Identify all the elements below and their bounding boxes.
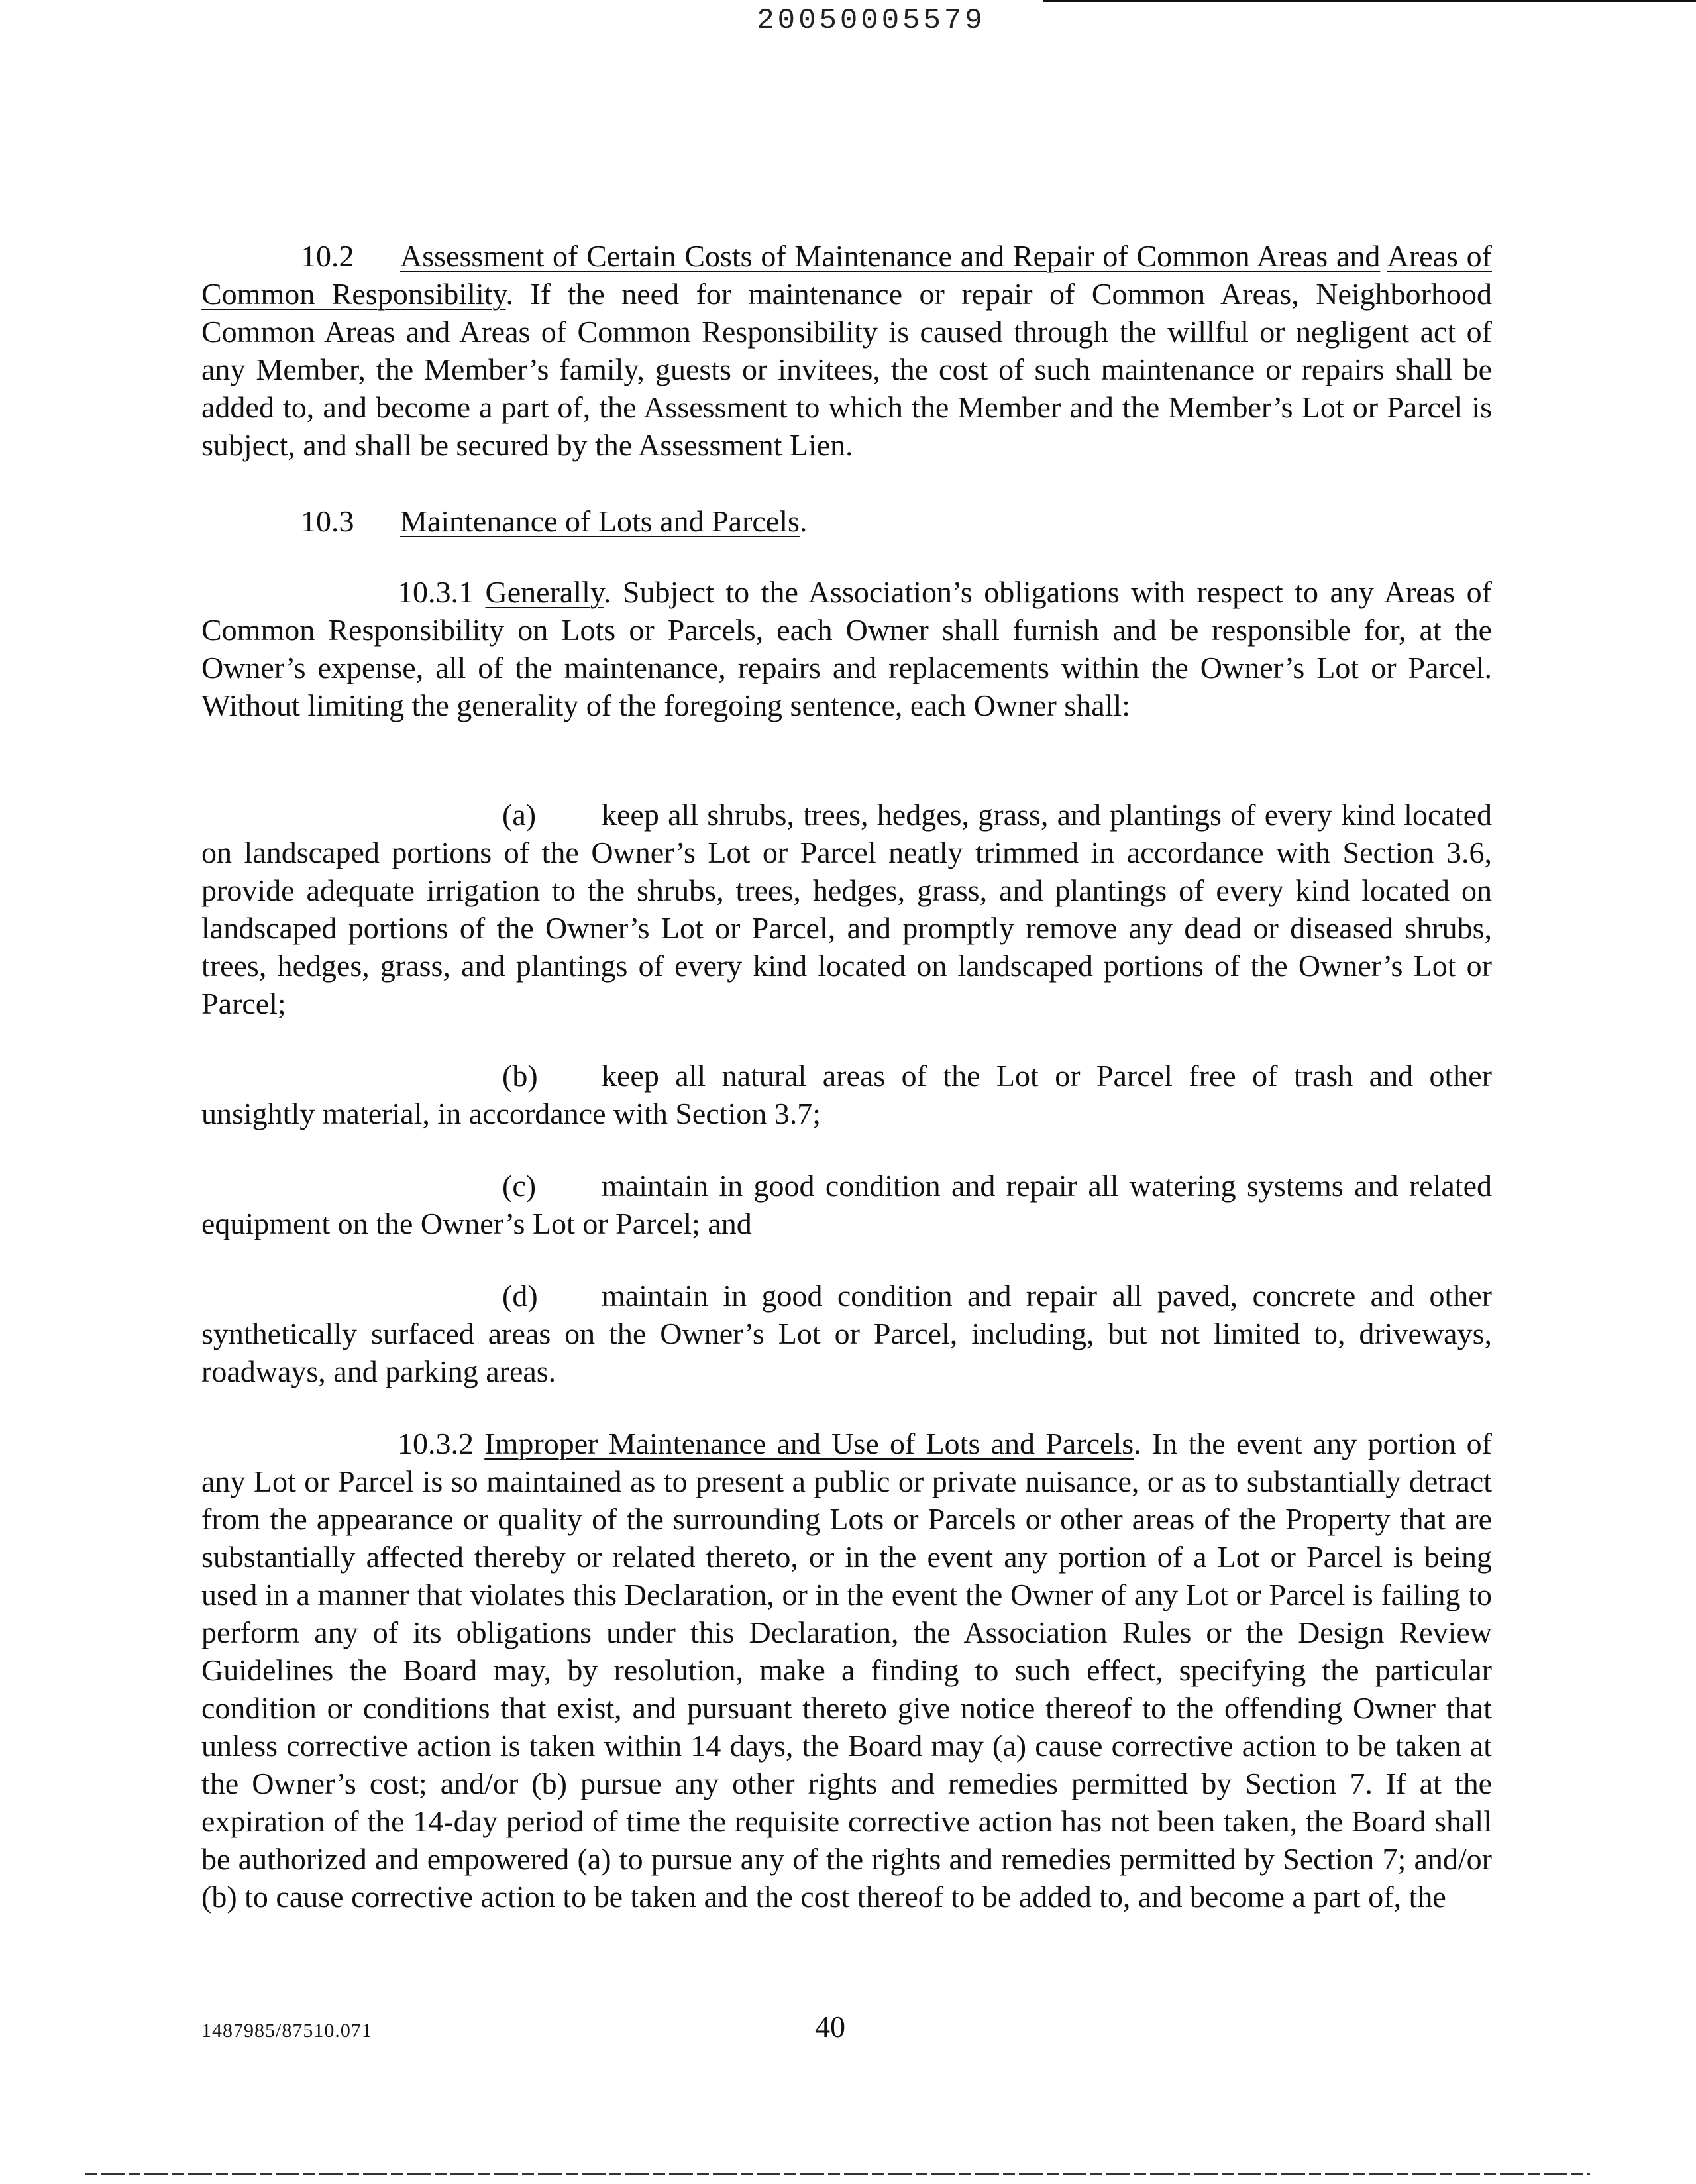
section-number: 10.3 xyxy=(301,504,354,538)
section-heading-cont: Areas of Common Responsibility xyxy=(201,239,1492,311)
section-10-3-2 xyxy=(201,1425,1492,1916)
document-number: 20050005579 xyxy=(757,4,986,37)
bottom-rule xyxy=(85,2173,1590,2175)
section-10-3-1 xyxy=(201,573,1492,724)
item-d xyxy=(201,1277,1492,1390)
item-label: (a) xyxy=(502,798,537,832)
item-text: maintain in good condition and repair all watering systems and related equipment on the Owner’s Lot or Parcel; and xyxy=(201,1169,1492,1240)
item-a xyxy=(201,796,1492,1022)
item-text: maintain in good condition and repair all paved, concrete and other synthetically surfaced areas on the Owner’s Lot or Parcel, including, but not limited to, driveways, roadways, and parking areas. xyxy=(201,1279,1492,1388)
section-body: . Subject to the Association’s obligations with respect to any Areas of Common Responsibility on Lots or Parcels, each Owner shall furnish and be responsible for, at the Owner’s expense, all of the maintenance, repairs and replacements within the Owner’s Lot or Parcel. Without limiting the generality of the foregoing sentence, each Owner shall: xyxy=(201,575,1492,722)
section-heading: Maintenance of Lots and Parcels xyxy=(400,504,800,538)
section-10-2-paragraph xyxy=(201,237,1492,464)
section-heading: Generally xyxy=(485,575,604,609)
footer-doc-ref: 1487985/87510.071 xyxy=(201,2020,372,2042)
section-body: . If the need for maintenance or repair of Common Areas, Neighborhood Common Areas and Areas of Common Responsibility is caused through the willful or negligent act of any Member, the Member’s family, guests or invitees, the cost of such maintenance or repairs shall be added to, and become a part of, the Assessment to which the Member and the Member’s Lot or Parcel is subject, and shall be secured by the Assessment Lien. xyxy=(201,277,1492,462)
item-c xyxy=(201,1167,1492,1242)
section-heading: Improper Maintenance and Use of Lots and Parcels xyxy=(484,1427,1134,1460)
item-text: keep all natural areas of the Lot or Parcel free of trash and other unsightly material, in accordance with Section 3.7; xyxy=(201,1059,1492,1130)
section-heading: Assessment of Certain Costs of Maintenance and Repair of Common Areas and xyxy=(400,239,1381,273)
section-10-3 xyxy=(201,502,1492,540)
section-10-2 xyxy=(201,237,1492,464)
item-b xyxy=(201,1057,1492,1132)
item-label: (c) xyxy=(502,1169,537,1203)
section-number: 10.3.1 xyxy=(398,575,474,609)
section-number: 10.3.2 xyxy=(398,1427,474,1460)
top-rule xyxy=(1043,0,1696,2)
item-label: (d) xyxy=(502,1279,538,1313)
page-number: 40 xyxy=(815,2010,845,2044)
heading-period: . xyxy=(799,504,808,538)
section-number: 10.2 xyxy=(301,239,354,273)
item-text: keep all shrubs, trees, hedges, grass, and plantings of every kind located on landscaped portions of the Owner’s Lot or Parcel neatly trimmed in accordance with Section 3.6, provide adequate irrigation to the shrubs, trees, hedges, grass, and plantings of every kind located on landscaped portions of the Owner’s Lot or Parcel, and promptly remove any dead or diseased shrubs, trees, hedges, grass, and plantings of every kind located on landscaped portions of the Owner’s Lot or Parcel; xyxy=(201,798,1492,1020)
item-label: (b) xyxy=(502,1059,538,1093)
section-body: . In the event any portion of any Lot or Parcel is so maintained as to present a public or private nuisance, or as to substantially detract from the appearance or quality of the surrounding Lots or Parcels or other areas of the Property that are substantially affected thereby or related thereto, or in the event any portion of a Lot or Parcel is being used in a manner that violates this Declaration, or in the event the Owner of any Lot or Parcel is failing to perform any of its obligations under this Declaration, the Association Rules or the Design Review Guidelines the Board may, by resolution, make a finding to such effect, specifying the particular condition or conditions that exist, and pursuant thereto give notice thereof to the offending Owner that unless corrective action is taken within 14 days, the Board may (a) cause corrective action to be taken at the Owner’s cost; and/or (b) pursue any other rights and remedies permitted by Section 7. If at the expiration of the 14-day period of time the requisite corrective action has not been taken, the Board shall be authorized and empowered (a) to pursue any of the rights and remedies permitted by Section 7; and/or (b) to cause corrective action to be taken and the cost thereof to be added to, and become a part of, the xyxy=(201,1427,1493,1914)
